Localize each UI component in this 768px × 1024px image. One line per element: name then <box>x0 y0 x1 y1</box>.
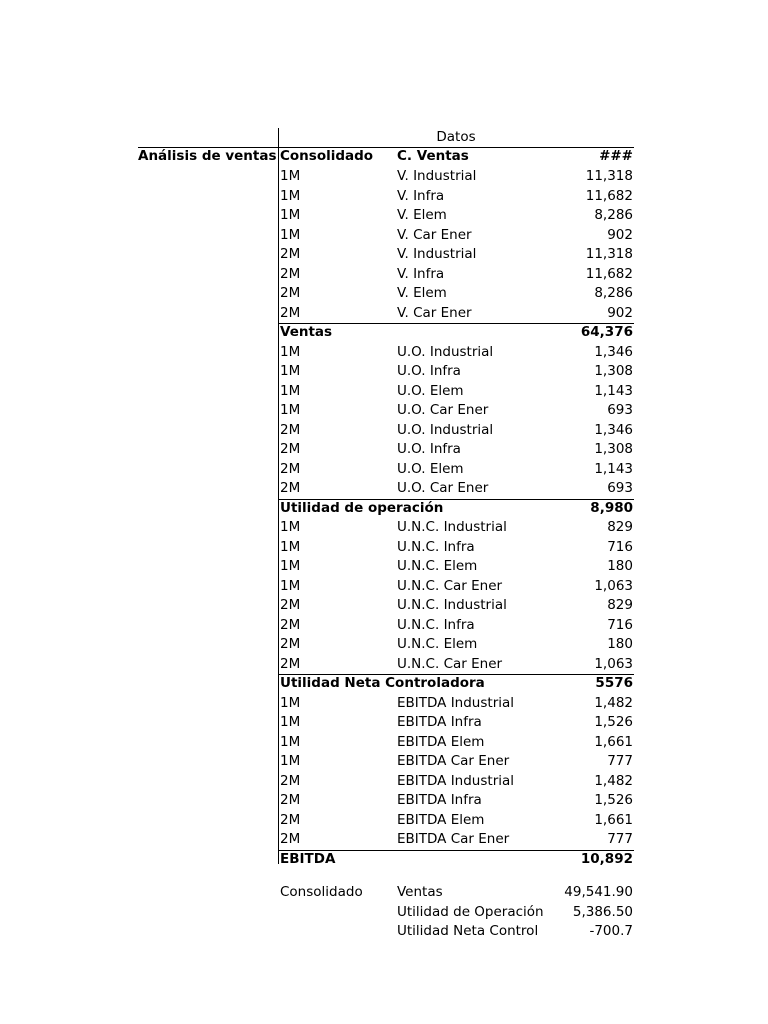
column-divider <box>278 128 279 864</box>
summary-value: -700.7 <box>589 923 633 939</box>
row-period: 1M <box>280 558 301 574</box>
subtotal-label: EBITDA <box>280 850 336 867</box>
row-value: 1,346 <box>594 343 633 360</box>
row-concept: U.N.C. Infra <box>397 616 475 633</box>
row-value: 180 <box>607 636 633 652</box>
row-concept: U.O. Elem <box>397 460 464 477</box>
row-period: 2M <box>280 772 301 789</box>
row-period: 2M <box>280 304 301 321</box>
row-period: 1M <box>280 187 301 204</box>
row-period: 1M <box>280 538 301 555</box>
row-value: 1,482 <box>594 772 633 789</box>
row-concept: V. Elem <box>397 285 447 301</box>
row-value: 1,661 <box>594 733 633 750</box>
subtotal-label: Ventas <box>280 324 333 340</box>
row-concept: EBITDA Car Ener <box>397 753 510 769</box>
row-concept: U.N.C. Industrial <box>397 519 507 535</box>
row-period: 1M <box>280 363 301 379</box>
row-period: 2M <box>280 811 301 828</box>
row-period: 2M <box>280 597 301 613</box>
summary-value: 5,386.50 <box>572 903 633 920</box>
row-concept: V. Car Ener <box>397 226 472 243</box>
summary-concept: Utilidad de Operación <box>397 903 544 920</box>
row-concept: V. Industrial <box>397 168 477 184</box>
row-value: 11,318 <box>585 246 633 262</box>
row-value: 1,063 <box>594 577 633 594</box>
subtotal-value: 5576 <box>595 675 633 691</box>
row-value: 777 <box>607 831 633 847</box>
row-period: 1M <box>280 733 301 750</box>
row-period: 2M <box>280 636 301 652</box>
row-concept: U.N.C. Car Ener <box>397 577 503 594</box>
subtotal-label: Utilidad de operación <box>280 499 444 516</box>
row-period: 1M <box>280 207 301 223</box>
row-concept: U.O. Car Ener <box>397 402 489 418</box>
row-value: 180 <box>607 558 633 574</box>
row-concept: V. Car Ener <box>397 304 472 321</box>
row-period: 2M <box>280 460 301 477</box>
row-period: 2M <box>280 831 301 847</box>
row-value: 902 <box>607 226 633 243</box>
summary-concept: Utilidad Neta Control <box>397 923 539 939</box>
row-period: 2M <box>280 421 301 438</box>
row-period: 2M <box>280 441 301 457</box>
row-value: 8,286 <box>594 285 633 301</box>
summary-concept: Ventas <box>397 884 443 900</box>
row-value: 1,308 <box>594 363 633 379</box>
row-value: 1,308 <box>594 441 633 457</box>
row-concept: EBITDA Elem <box>397 811 485 828</box>
row-concept: V. Infra <box>397 187 445 204</box>
row-value: 716 <box>607 616 633 633</box>
row-period: 1M <box>280 226 301 243</box>
summary-label: Consolidado <box>280 884 363 900</box>
row-concept: U.N.C. Elem <box>397 558 478 574</box>
row-concept: U.O. Elem <box>397 382 464 399</box>
row-period: 1M <box>280 402 301 418</box>
row-value: 1,346 <box>594 421 633 438</box>
row-value: 11,318 <box>585 168 633 184</box>
row-period: 2M <box>280 265 301 282</box>
row-concept: U.N.C. Industrial <box>397 597 507 613</box>
row-period: 2M <box>280 616 301 633</box>
row-value: 1,143 <box>594 382 633 399</box>
row-value: 693 <box>607 402 633 418</box>
row-concept: U.N.C. Elem <box>397 636 478 652</box>
row-concept: EBITDA Industrial <box>397 694 515 711</box>
row-period: 2M <box>280 792 301 808</box>
row-period: 1M <box>280 519 301 535</box>
row-period: 2M <box>280 480 301 496</box>
header-col-concept: C. Ventas <box>397 148 469 164</box>
row-period: 1M <box>280 753 301 769</box>
row-value: 693 <box>607 480 633 496</box>
subtotal-value: 8,980 <box>590 499 633 516</box>
subtotal-label: Utilidad Neta Controladora <box>280 675 485 691</box>
summary-value: 49,541.90 <box>564 884 633 900</box>
row-period: 2M <box>280 246 301 262</box>
row-value: 1,526 <box>594 714 633 730</box>
row-concept: U.O. Infra <box>397 441 461 457</box>
row-concept: V. Elem <box>397 207 447 223</box>
row-period: 1M <box>280 694 301 711</box>
row-value: 11,682 <box>585 265 633 282</box>
row-concept: U.N.C. Car Ener <box>397 655 503 672</box>
row-concept: V. Infra <box>397 265 445 282</box>
row-field-label: Análisis de ventas <box>138 148 277 164</box>
row-value: 902 <box>607 304 633 321</box>
row-value: 1,143 <box>594 460 633 477</box>
datos-header: Datos <box>436 129 476 145</box>
row-concept: EBITDA Elem <box>397 733 485 750</box>
row-concept: U.O. Industrial <box>397 343 494 360</box>
row-value: 11,682 <box>585 187 633 204</box>
row-period: 2M <box>280 285 301 301</box>
row-value: 829 <box>607 597 633 613</box>
row-period: 1M <box>280 714 301 730</box>
row-value: 777 <box>607 753 633 769</box>
row-value: 1,482 <box>594 694 633 711</box>
row-concept: U.O. Infra <box>397 363 461 379</box>
row-value: 1,661 <box>594 811 633 828</box>
row-value: 829 <box>607 519 633 535</box>
row-value: 716 <box>607 538 633 555</box>
row-period: 2M <box>280 655 301 672</box>
row-concept: EBITDA Car Ener <box>397 831 510 847</box>
header-col-consolidado: Consolidado <box>280 148 374 164</box>
row-value: 1,526 <box>594 792 633 808</box>
row-concept: U.N.C. Infra <box>397 538 475 555</box>
row-period: 1M <box>280 343 301 360</box>
row-concept: U.O. Industrial <box>397 421 494 438</box>
subtotal-value: 64,376 <box>580 324 633 340</box>
row-value: 8,286 <box>594 207 633 223</box>
row-concept: U.O. Car Ener <box>397 480 489 496</box>
row-concept: V. Industrial <box>397 246 477 262</box>
row-concept: EBITDA Infra <box>397 792 482 808</box>
row-concept: EBITDA Infra <box>397 714 482 730</box>
row-period: 1M <box>280 577 301 594</box>
subtotal-value: 10,892 <box>580 850 633 867</box>
row-period: 1M <box>280 382 301 399</box>
row-period: 1M <box>280 168 301 184</box>
header-col-value: ### <box>599 148 633 164</box>
row-value: 1,063 <box>594 655 633 672</box>
row-concept: EBITDA Industrial <box>397 772 515 789</box>
